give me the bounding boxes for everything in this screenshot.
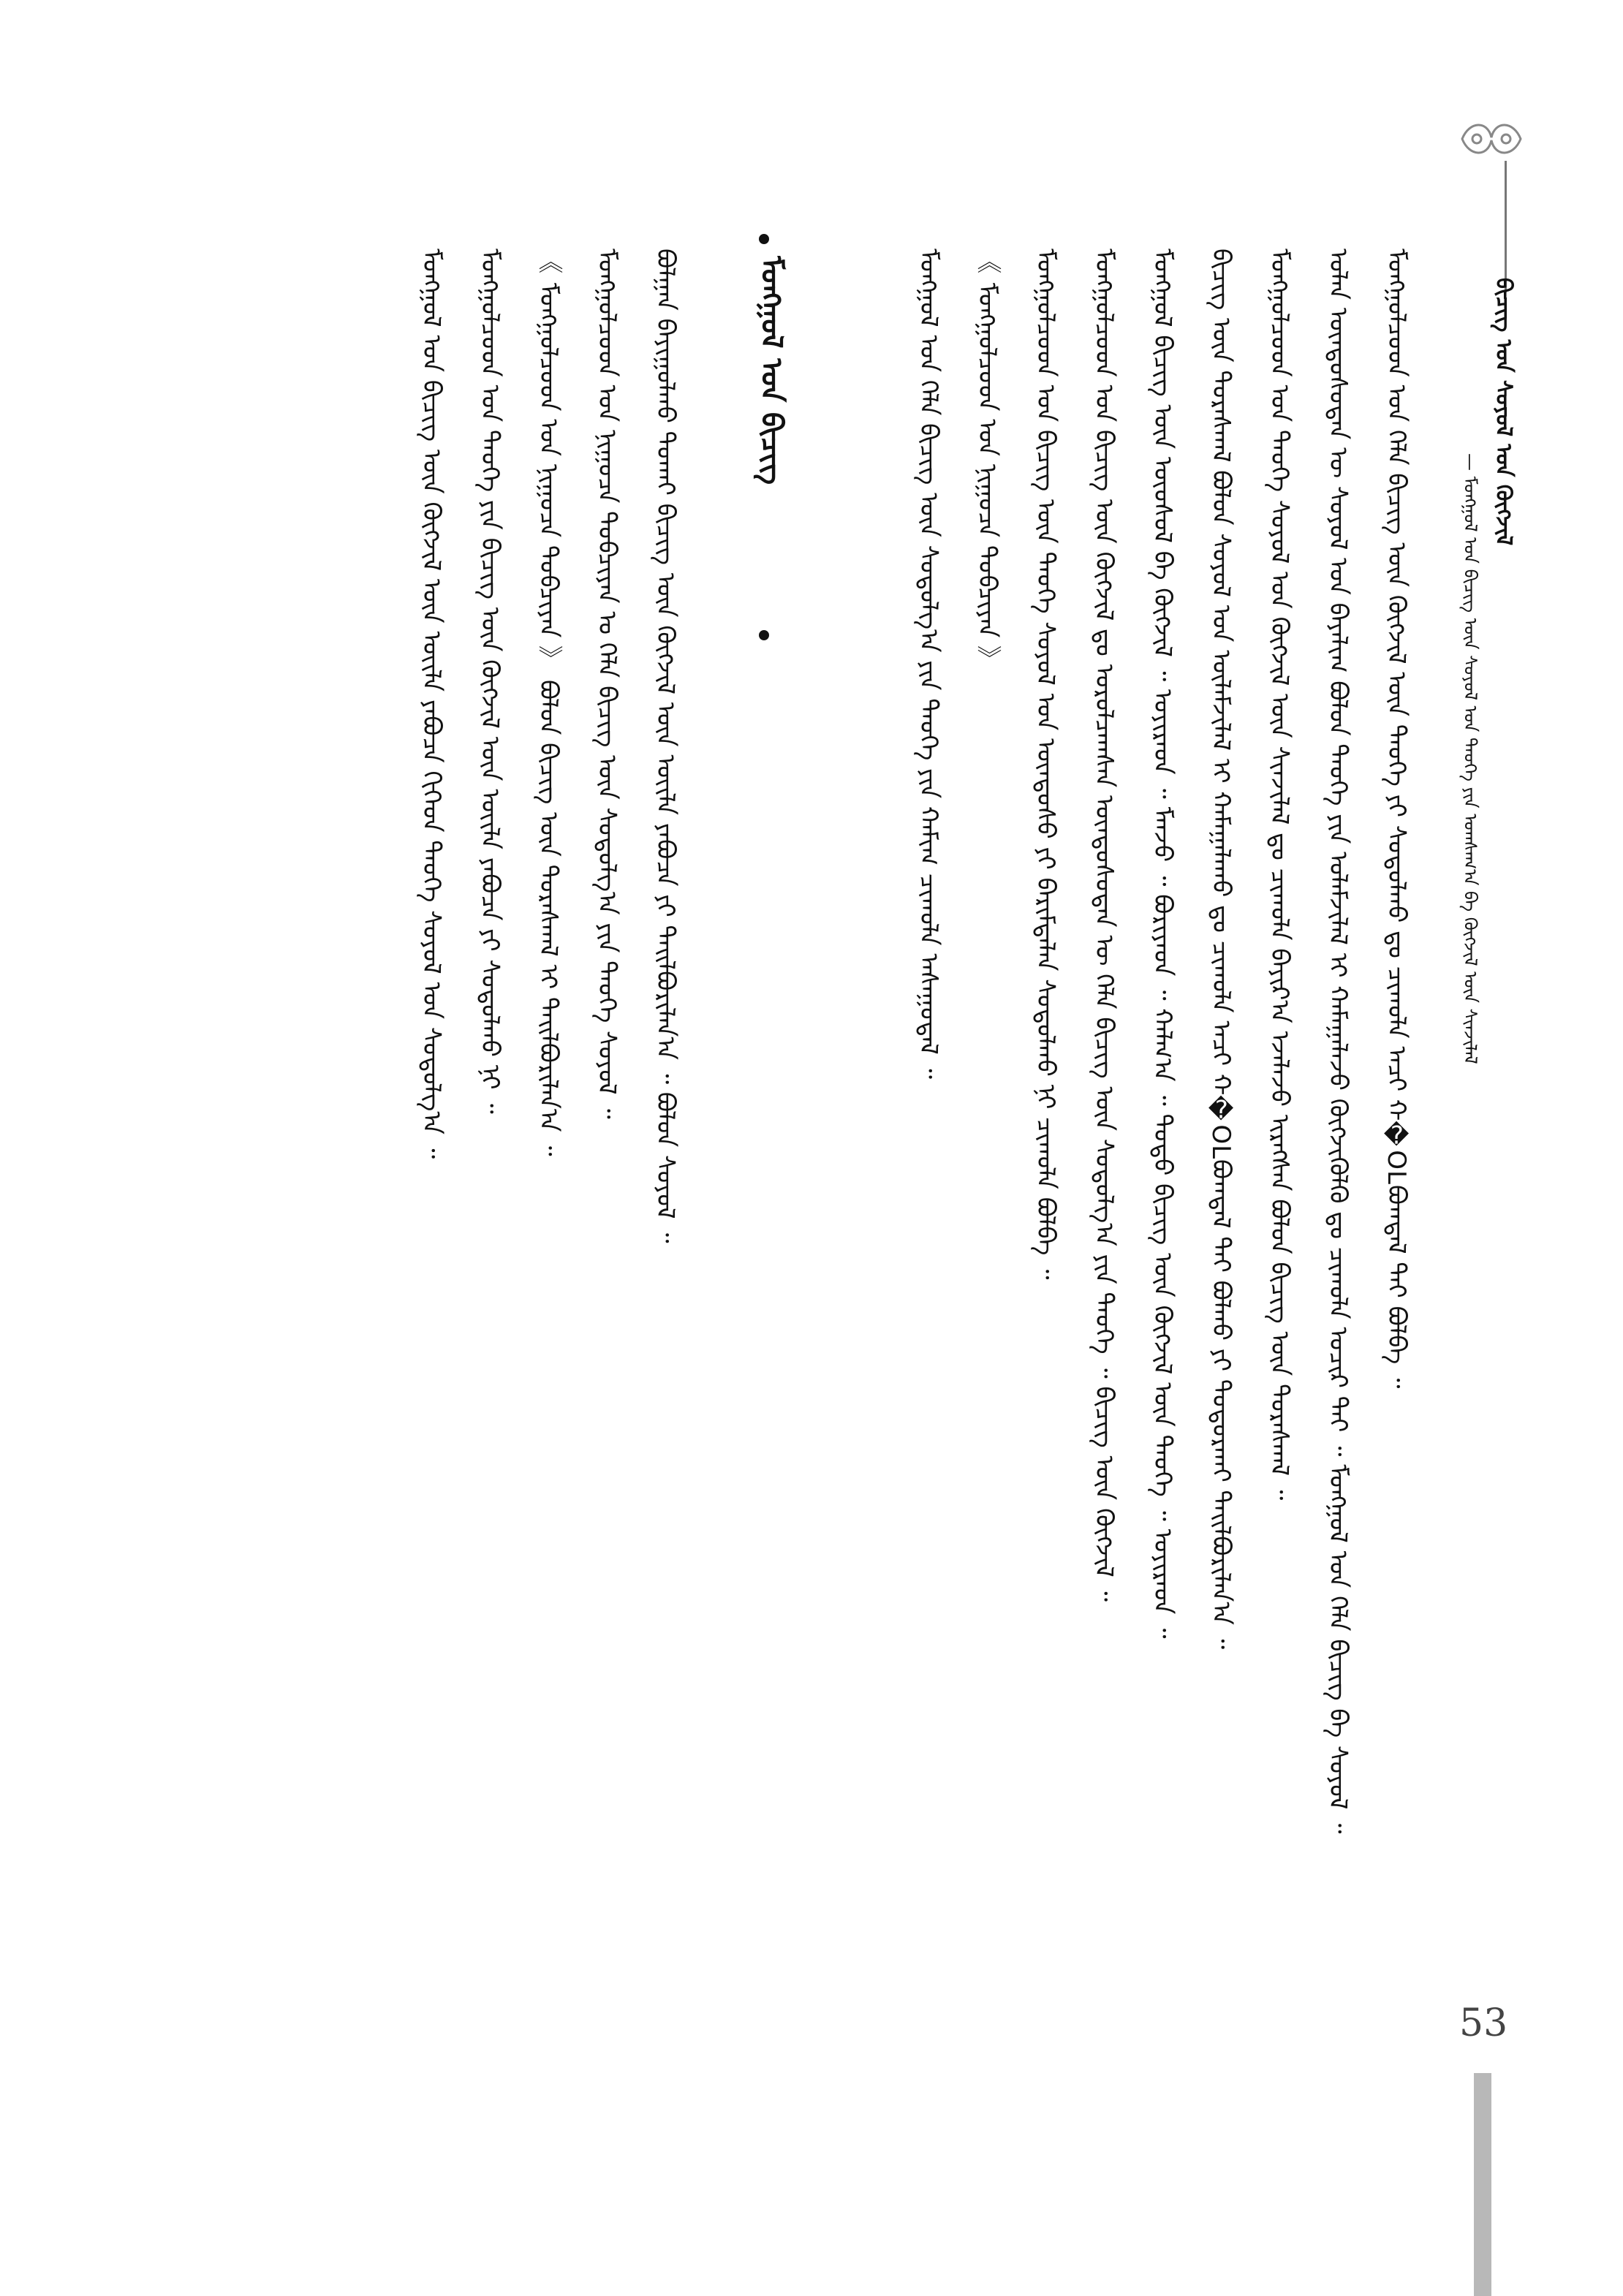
body-line: ᠮᠣᠩᠭᠣᠯᠴᠤᠳ ᠤᠨ ᠪᠢᠴᠢᠭ᠌ ᠦᠨ ᠲᠡᠦᠬᠡ ᠰᠣᠶᠣᠯ ᠤᠨ ᠦᠨᠳᠦᠰᠦ ᠶᠢ ᠪᠠᠷᠢᠮᠳᠠᠯᠠᠨ ᠰᠤᠳᠤᠯᠬᠤ ᠨᠢ ᠴᠢᠬᠤᠯᠠ ᠪᠣᠯᠪᠠ ᠃ (1031, 249, 1060, 1280)
header-rule (1505, 161, 1507, 292)
body-line: ᠮᠣᠩᠭᠣᠯ ᠤᠨ ᠬᠡᠯᠡ ᠪᠢᠴᠢᠭ᠌ ᠦᠨ ᠰᠤᠳᠤᠯᠭ᠎ᠠ ᠶᠢᠨ ᠲᠡᠦᠬᠡ ᠶᠢᠨ ᠬᠠᠮᠢᠭ ᠴᠢᠬᠤᠯᠠ ᠠᠰᠠᠭᠤᠳᠠᠯ ᠃ (914, 249, 943, 1079)
heading-bullet-top (759, 234, 769, 244)
body-line: ᠪᠣᠯᠭᠠᠨ ᠪᠠᠶᠢᠭᠤᠯᠬᠤ ᠲᠤᠬᠠᠢ ᠪᠢᠴᠢᠭ᠌ ᠦᠨ ᠬᠥᠭᠵᠢᠯ ᠦᠨ ᠦᠢᠯᠡ ᠶᠠᠪᠤᠴᠠ ᠶᠢ ᠲᠠᠢᠯᠪᠤᠷᠢᠯᠠᠨ᠎ᠠ ᠃ ᠪᠣᠯᠤᠨ ᠰᠣᠶᠣᠯ ᠃ (651, 249, 680, 1243)
body-line: ᠪᠢᠴᠢᠭ᠌ ᠦᠨ ᠳᠤᠷᠠᠰᠬᠠᠯ ᠪᠣᠯᠤᠨ ᠰᠣᠶᠣᠯ ᠤᠨ ᠦᠯᠡᠮᠵᠢᠯᠡᠯ ᠢ ᠬᠠᠮᠠᠭᠠᠯᠠᠬᠤ ᠳᠤ ᠴᠢᠬᠤᠯᠠ ᠠᠴᠢ ᠬ�OLᠪᠣᠭᠳᠠᠯ ᠲᠠᠢ ᠪᠣᠯᠬᠤ ᠶᠢ ᠲᠣᠳᠣᠷᠬᠠᠢ ᠲᠠᠢᠯᠪᠤᠷᠢᠯᠠᠨ᠎ᠠ ᠃ (1206, 249, 1236, 1650)
body-line: ᠮᠣᠩᠭᠣᠯᠴᠤᠳ ᠤᠨ ᠪᠢᠴᠢᠭ᠌ ᠦᠨ ᠬᠥᠭᠵᠢᠯ ᠳᠤ ᠣᠷᠤᠯᠴᠠᠭᠰᠠᠨ ᠦᠨᠳᠦᠰᠦᠲᠡᠨ ᠦ ᠬᠡᠯᠡ ᠪᠢᠴᠢᠭ᠌ ᠦᠨ ᠰᠤᠳᠤᠯᠭ᠎ᠠ ᠶᠢᠨ ᠲᠡᠦᠬᠡ ᠃ ᠪᠢᠴᠢᠭ᠌ ᠦᠨ ᠬᠥᠭᠵᠢᠯ ᠃ (1089, 249, 1119, 1602)
header-ornament-icon (1455, 117, 1528, 161)
body-line: ᠮᠣᠩᠭᠣᠯᠴᠤᠳ ᠤᠨ ᠲᠡᠦᠬᠡ ᠶᠢᠨ ᠪᠢᠴᠢᠭ᠌ ᠦᠨ ᠬᠥᠭᠵᠢᠯ ᠦᠨ ᠦᠢᠯᠡ ᠶᠠᠪᠤᠴᠠ ᠶᠢ ᠰᠤᠳᠤᠯᠬᠤ ᠨᠢ ᠃ (475, 249, 504, 1114)
body-line: ᠮᠣᠩᠭᠣᠯ ᠤᠨ ᠪᠢᠴᠢᠭ᠌ ᠦᠨ ᠬᠥᠭᠵᠢᠯ ᠦᠨ ᠦᠢᠯᠡ ᠶᠠᠪᠤᠴᠠ ᠬᠢᠬᠡᠳ ᠲᠡᠦᠬᠡ ᠰᠣᠶᠣᠯ ᠤᠨ ᠰᠤᠳᠤᠯᠭ᠎ᠠ ᠃ (417, 249, 446, 1159)
body-line: 《 ᠮᠣᠩᠭᠣᠯᠴᠤᠳ ᠤᠨ ᠨᠢᠭᠤᠴᠠ ᠲᠣᠪᠴᠢᠶᠠᠨ 》 ᠪᠣᠯᠤᠨ ᠪᠢᠴᠢᠭ᠌ ᠦᠨ ᠳᠤᠷᠠᠰᠬᠠᠯ ᠢ ᠲᠠᠢᠯᠪᠤᠷᠢᠯᠠᠨ᠎ᠠ ᠃ (534, 249, 563, 1156)
body-line: ᠮᠣᠩᠭᠣᠯᠴᠤᠳ ᠤᠨ ᠨᠢᠭᠤᠴᠠ ᠲᠣᠪᠴᠢᠶᠠᠨ ᠤ ᠬᠡᠯᠡ ᠪᠢᠴᠢᠭ᠌ ᠦᠨ ᠰᠤᠳᠤᠯᠭ᠎ᠠ ᠶᠢᠨ ᠲᠡᠦᠬᠡ ᠰᠣᠶᠣᠯ ᠃ (592, 249, 621, 1119)
body-line: ᠮᠣᠩᠭᠣᠯ ᠪᠢᠴᠢᠭ᠌ ᠦᠨ ᠦᠦᠰᠦᠯ ᠪᠠ ᠬᠥᠭᠵᠢᠯ ᠃ ᠣᠶᠢᠷᠠᠳ ᠃ ᠮᠠᠨᠵᠤ ᠃ ᠪᠤᠷᠢᠶᠠᠳ ᠃ ᠬᠠᠯᠬ᠎ᠠ ᠃ ᠲᠣᠳᠣ ᠪᠢᠴᠢᠭ᠌ ᠦᠨ ᠬᠥᠭᠵᠢᠯ ᠦᠨ ᠲᠡᠦᠬᠡ ᠃ ᠣᠶᠢᠷᠠᠳ ᠃ (1148, 249, 1177, 1639)
section-heading: ᠮᠣᠩᠭᠣᠯ ᠤᠨ ᠪᠢᠴᠢᠭ᠌ (754, 256, 788, 485)
heading-bullet-bottom (759, 630, 769, 640)
running-head-text: — ᠮᠣᠩᠭᠣᠯ ᠤᠨ ᠪᠢᠴᠢᠭ᠌ ᠦᠨ ᠰᠤᠶᠤᠯ ᠤᠨ ᠲᠡᠦᠬᠡ ᠶᠢᠨ ᠤᠭᠰᠠᠭ᠎ᠠ ᠪᠠ ᠬᠥᠭᠵᠢᠯ ᠦᠨ ᠰᠢᠨᠵᠢᠯᠡᠯ (1460, 453, 1480, 1064)
running-head-chapter: ᠪᠢᠴᠢᠭ᠌ ᠤᠨ ᠰᠤᠶᠤᠯ ᠤᠨ ᠬᠥᠭᠵᠢᠯ (1491, 278, 1516, 546)
body-line: ᠮᠣᠩᠭᠣᠯᠴᠤᠳ ᠤᠨ ᠲᠡᠦᠬᠡ ᠰᠣᠶᠣᠯ ᠤᠨ ᠬᠥᠭᠵᠢᠯ ᠦᠨ ᠰᠢᠨᠵᠢᠯᠡᠯ ᠳᠤ ᠴᠢᠬᠤᠯᠠ ᠪᠠᠶᠢᠷ᠎ᠠ ᠡᠵᠡᠯᠡᠵᠦ ᠢᠷᠡᠭᠰᠡᠨ ᠪᠣᠯᠤᠨ ᠪᠢᠴᠢᠭ᠌ ᠦᠨ ᠳᠤᠷᠠᠰᠬᠠᠯ ᠃ (1265, 249, 1294, 1501)
page-edge-tab (1474, 2073, 1491, 2296)
page-number: 53 (1459, 2001, 1508, 2045)
body-line: ᠣᠯᠠᠨ ᠦᠨᠳᠦᠰᠦᠲᠡᠨ ᠦ ᠰᠣᠶᠣᠯ ᠤᠨ ᠪᠠᠶᠠᠯᠢᠭ ᠪᠣᠯᠤᠨ ᠲᠡᠦᠬᠡ ᠶᠢᠨ ᠤᠯᠠᠮᠵᠢᠯᠠᠯ ᠢ ᠬᠠᠮᠠᠭᠠᠯᠠᠵᠤ ᠬᠥᠭᠵᠢᠭᠦᠯᠬᠦ ᠳᠤ ᠴᠢᠬᠤᠯᠠ ᠤᠴᠢᠷ ᠲᠠᠢ ᠃ ᠮᠣᠩᠭᠣᠯ ᠤᠨ ᠬᠡᠯᠡ ᠪᠢᠴᠢᠭ᠌ ᠪᠠ ᠰᠣᠶᠣᠯ ᠃ (1323, 249, 1352, 1834)
body-line: 《 ᠮᠣᠩᠭᠣᠯᠴᠤᠳ ᠤᠨ ᠨᠢᠭᠤᠴᠠ ᠲᠣᠪᠴᠢᠶᠠᠨ 》 (972, 249, 1002, 672)
body-line: ᠮᠣᠩᠭᠣᠯᠴᠤᠳ ᠤᠨ ᠬᠡᠯᠡ ᠪᠢᠴᠢᠭ᠌ ᠦᠨ ᠬᠥᠭᠵᠢᠯ ᠦᠨ ᠲᠡᠦᠬᠡ ᠶᠢ ᠰᠤᠳᠤᠯᠬᠤ ᠳᠤ ᠴᠢᠬᠤᠯᠠ ᠠᠴᠢ ᠬ�OLᠪᠣᠭᠳᠠᠯ ᠲᠠᠢ ᠪᠣᠯᠪᠠ ᠃ (1382, 249, 1411, 1389)
